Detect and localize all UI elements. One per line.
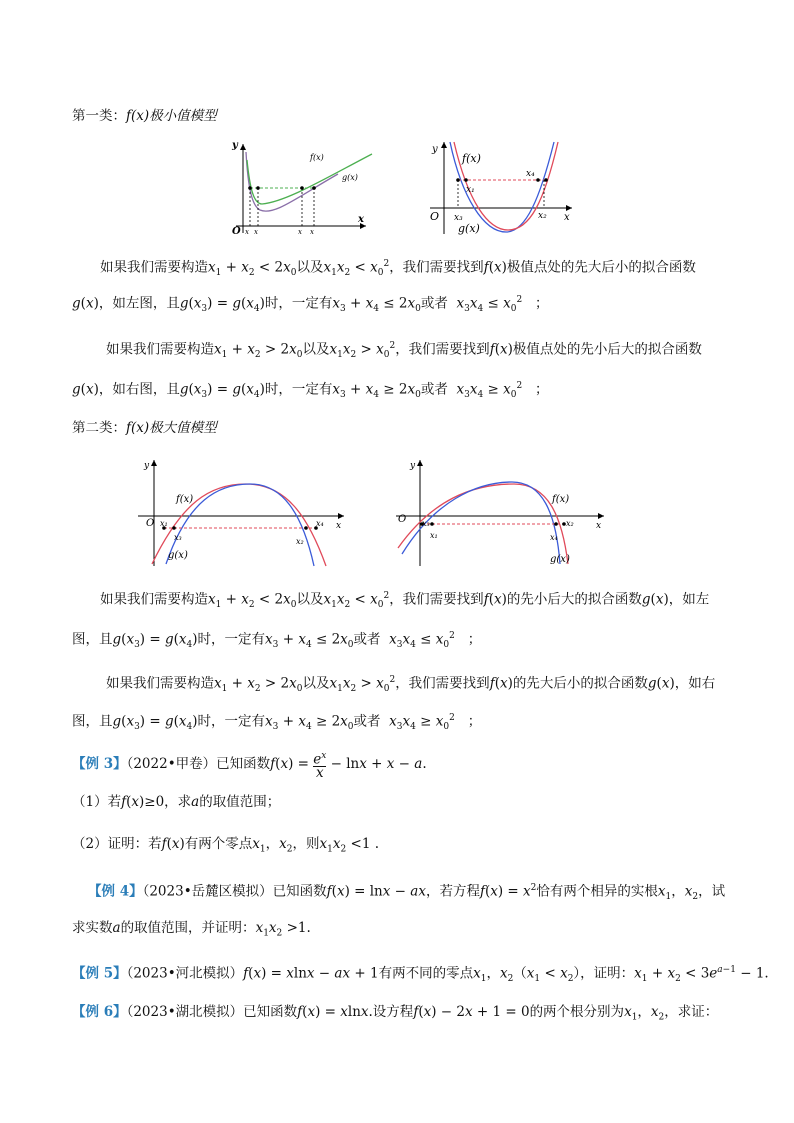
svg-text:x: x bbox=[245, 228, 249, 236]
svg-text:x₃: x₃ bbox=[454, 213, 463, 223]
svg-text:x₃: x₃ bbox=[422, 519, 430, 528]
svg-text:g(x): g(x) bbox=[168, 550, 188, 561]
paragraph-3-line-2: 图，且$g(x_3) = g(x_4)$时，一定有$x_3 + x_4 \le 2x_0$或者 $x_3x_4 \le x_0^2$ ； bbox=[72, 631, 482, 651]
svg-text:x: x bbox=[254, 228, 258, 236]
svg-text:x₂: x₂ bbox=[538, 211, 547, 221]
svg-text:O: O bbox=[398, 514, 407, 525]
svg-text:O: O bbox=[146, 518, 155, 529]
example-5: 【例 5】（2023•河北模拟）f(x) = xlnx − ax + 1有两不同的零点$x_1$，$x_2(x_1 < x_2)$，证明：$x_1 + x_2 < 3e^{a-1} - 1$. bbox=[72, 965, 769, 985]
example-3-part-2: （2）证明：若f(x)有两个零点$x_1$，$x_2$，则$x_1x_2 <1$ . bbox=[72, 836, 379, 855]
svg-text:x: x bbox=[336, 521, 342, 531]
svg-text:x: x bbox=[564, 212, 570, 223]
section-2-heading: 第二类：f(x)极大值模型 bbox=[72, 420, 217, 436]
origin-label: O bbox=[232, 226, 241, 237]
svg-text:x₂: x₂ bbox=[296, 537, 304, 546]
svg-text:x₄: x₄ bbox=[526, 169, 535, 179]
svg-text:f(x): f(x) bbox=[462, 152, 481, 165]
example-3-part-1: （1）若f(x)≥0，求a的取值范围； bbox=[72, 794, 281, 810]
example-6: 【例 6】（2023•湖北模拟）已知函数f(x) = xlnx.设方程f(x) − 2x + 1 = 0的两个根分别为$x_1$，$x_2$，求证： bbox=[72, 1004, 719, 1023]
svg-text:x₃: x₃ bbox=[174, 533, 182, 542]
svg-text:f(x): f(x) bbox=[552, 494, 570, 505]
paragraph-4-line-2: 图，且$g(x_3) = g(x_4)$时，一定有$x_3 + x_4 \ge 2x_0$或者 $x_3x_4 \ge x_0^2$ ； bbox=[72, 713, 482, 733]
svg-text:x₄: x₄ bbox=[316, 519, 324, 528]
svg-text:f(x): f(x) bbox=[176, 494, 194, 505]
paragraph-2-line-1: 如果我们需要构造$x_1 + x_2 > 2x_0$以及$x_1x_2 > x_0^2$，我们需要找到f(x)极值点处的先小后大的拟合函数 bbox=[106, 341, 702, 361]
axis-x-label: x bbox=[358, 214, 364, 225]
svg-text:x₁: x₁ bbox=[430, 531, 438, 540]
svg-text:x₁: x₁ bbox=[466, 185, 475, 195]
section-1-heading bbox=[72, 106, 217, 126]
section-title: f(x)极小值模型 bbox=[126, 108, 217, 124]
paragraph-1-line-1: 如果我们需要构造$x_1 + x_2 < 2x_0$以及$x_1x_2 < x_0^2$，我们需要找到f(x)极值点处的先大后小的拟合函数 bbox=[100, 259, 696, 279]
svg-text:y: y bbox=[144, 461, 150, 471]
svg-text:x: x bbox=[298, 228, 302, 236]
paragraph-1-line-2: g(x)，如左图，且$g(x_3) = g(x_4)$时，一定有$x_3 + x_4 \le 2x_0$或者 $x_3x_4 \le x_0^2$ ； bbox=[72, 295, 549, 315]
figure-min-left bbox=[226, 138, 376, 238]
svg-text:x₂: x₂ bbox=[566, 519, 574, 528]
svg-text:y: y bbox=[410, 461, 416, 471]
svg-text:x: x bbox=[596, 521, 602, 531]
svg-text:x₄: x₄ bbox=[550, 533, 558, 542]
g-label: g(x) bbox=[342, 173, 358, 182]
svg-text:O: O bbox=[430, 210, 440, 223]
paragraph-2-line-2: g(x)，如右图，且$g(x_3) = g(x_4)$时，一定有$x_3 + x_4 \ge 2x_0$或者 $x_3x_4 \ge x_0^2$ ； bbox=[72, 381, 549, 401]
example-4: 【例 4】（2023•岳麓区模拟）已知函数f(x) = lnx − ax，若方程$f(x) = x^2$恰有两个相异的实根$x_1$，$x_2$，试 bbox=[88, 883, 726, 903]
figure-max-right bbox=[392, 456, 612, 568]
svg-text:x₁: x₁ bbox=[160, 519, 168, 528]
axis-y-label: y bbox=[232, 140, 238, 151]
f-label: f(x) bbox=[310, 153, 324, 162]
section-label: 第一类： bbox=[72, 108, 126, 124]
svg-text:x: x bbox=[310, 228, 314, 236]
example-4-line-2: 求实数a的取值范围，并证明：$x_1x_2 >1$. bbox=[72, 920, 311, 939]
svg-text:g(x): g(x) bbox=[550, 554, 570, 565]
svg-text:g(x): g(x) bbox=[458, 222, 480, 235]
figure-max-left bbox=[130, 456, 360, 568]
svg-text:y: y bbox=[432, 144, 438, 155]
paragraph-3-line-1: 如果我们需要构造$x_1 + x_2 < 2x_0$以及$x_1x_2 < x_0^2$，我们需要找到f(x)的先小后大的拟合函数g(x)，如左 bbox=[100, 591, 710, 611]
figure-min-right bbox=[422, 138, 582, 242]
paragraph-4-line-1: 如果我们需要构造$x_1 + x_2 > 2x_0$以及$x_1x_2 > x_0^2$，我们需要找到f(x)的先大后小的拟合函数g(x)，如右 bbox=[106, 675, 716, 695]
example-3: 【例 3】（2022•甲卷）已知函数f(x) = $\frac{e^x}{x}$ − lnx + x − a. bbox=[72, 751, 427, 781]
